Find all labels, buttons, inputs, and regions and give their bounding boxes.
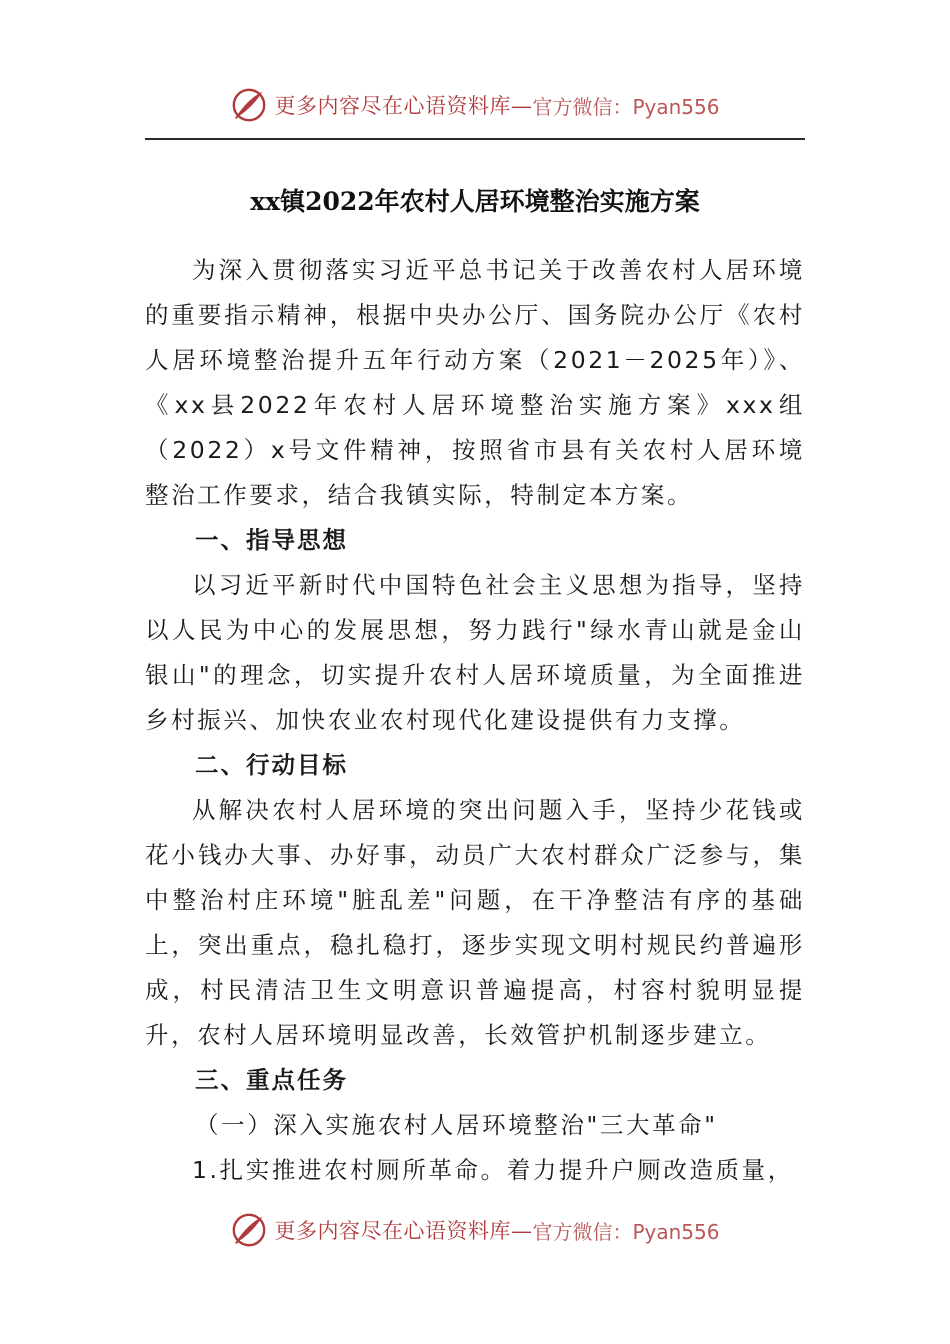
quill-logo-icon	[230, 86, 268, 124]
key-tasks-item-paragraph: 1.扎实推进农村厕所革命。着力提升户厕改造质量，	[192, 1156, 794, 1184]
watermark-brand-text: 更多内容尽在心语资料库—	[274, 94, 533, 118]
intro-paragraph: 为深入贯彻落实习近平总书记关于改善农村人居环境的重要指示精神，根据中央办公厅、国务院办公厅《农村人居环境整治提升五年行动方案（2021－2025年）》、《xx县2022年农村人居环境整治实施方案》xxx组（2022）x号文件精神，按照省市县有关农村人居环境整治工作要求，结合我镇实际，特制定本方案。	[145, 256, 805, 509]
header-divider	[145, 138, 805, 140]
section-heading-guiding-thought: 一、指导思想	[195, 526, 348, 554]
section-heading-action-goals: 二、行动目标	[195, 751, 348, 779]
quill-logo-icon	[230, 1211, 268, 1249]
watermark-banner-bottom	[0, 1207, 950, 1253]
guiding-thought-paragraph: 以习近平新时代中国特色社会主义思想为指导，坚持以人民为中心的发展思想，努力践行"绿水青山就是金山银山"的理念，切实提升农村人居环境质量，为全面推进乡村振兴、加快农业农村现代化建设提供有力支撑。	[145, 571, 805, 734]
watermark-brand-text: 更多内容尽在心语资料库—	[274, 1219, 533, 1243]
watermark-wechat-text: 官方微信：Pyan556	[532, 94, 720, 119]
document-title: xx镇2022年农村人居环境整治实施方案	[250, 187, 700, 216]
watermark-wechat-text: 官方微信：Pyan556	[532, 1219, 720, 1244]
watermark-banner-top	[0, 82, 950, 128]
section-heading-key-tasks: 三、重点任务	[195, 1066, 348, 1094]
action-goals-paragraph: 从解决农村人居环境的突出问题入手，坚持少花钱或花小钱办大事、办好事，动员广大农村群众广泛参与，集中整治村庄环境"脏乱差"问题，在干净整洁有序的基础上，突出重点，稳扎稳打，逐步实现文明村规民约普遍形成，村民清洁卫生文明意识普遍提高，村容村貌明显提升，农村人居环境明显改善，长效管护机制逐步建立。	[145, 796, 805, 1049]
key-tasks-subheading: （一）深入实施农村人居环境整治"三大革命"	[195, 1111, 718, 1139]
document-body	[145, 248, 805, 1193]
